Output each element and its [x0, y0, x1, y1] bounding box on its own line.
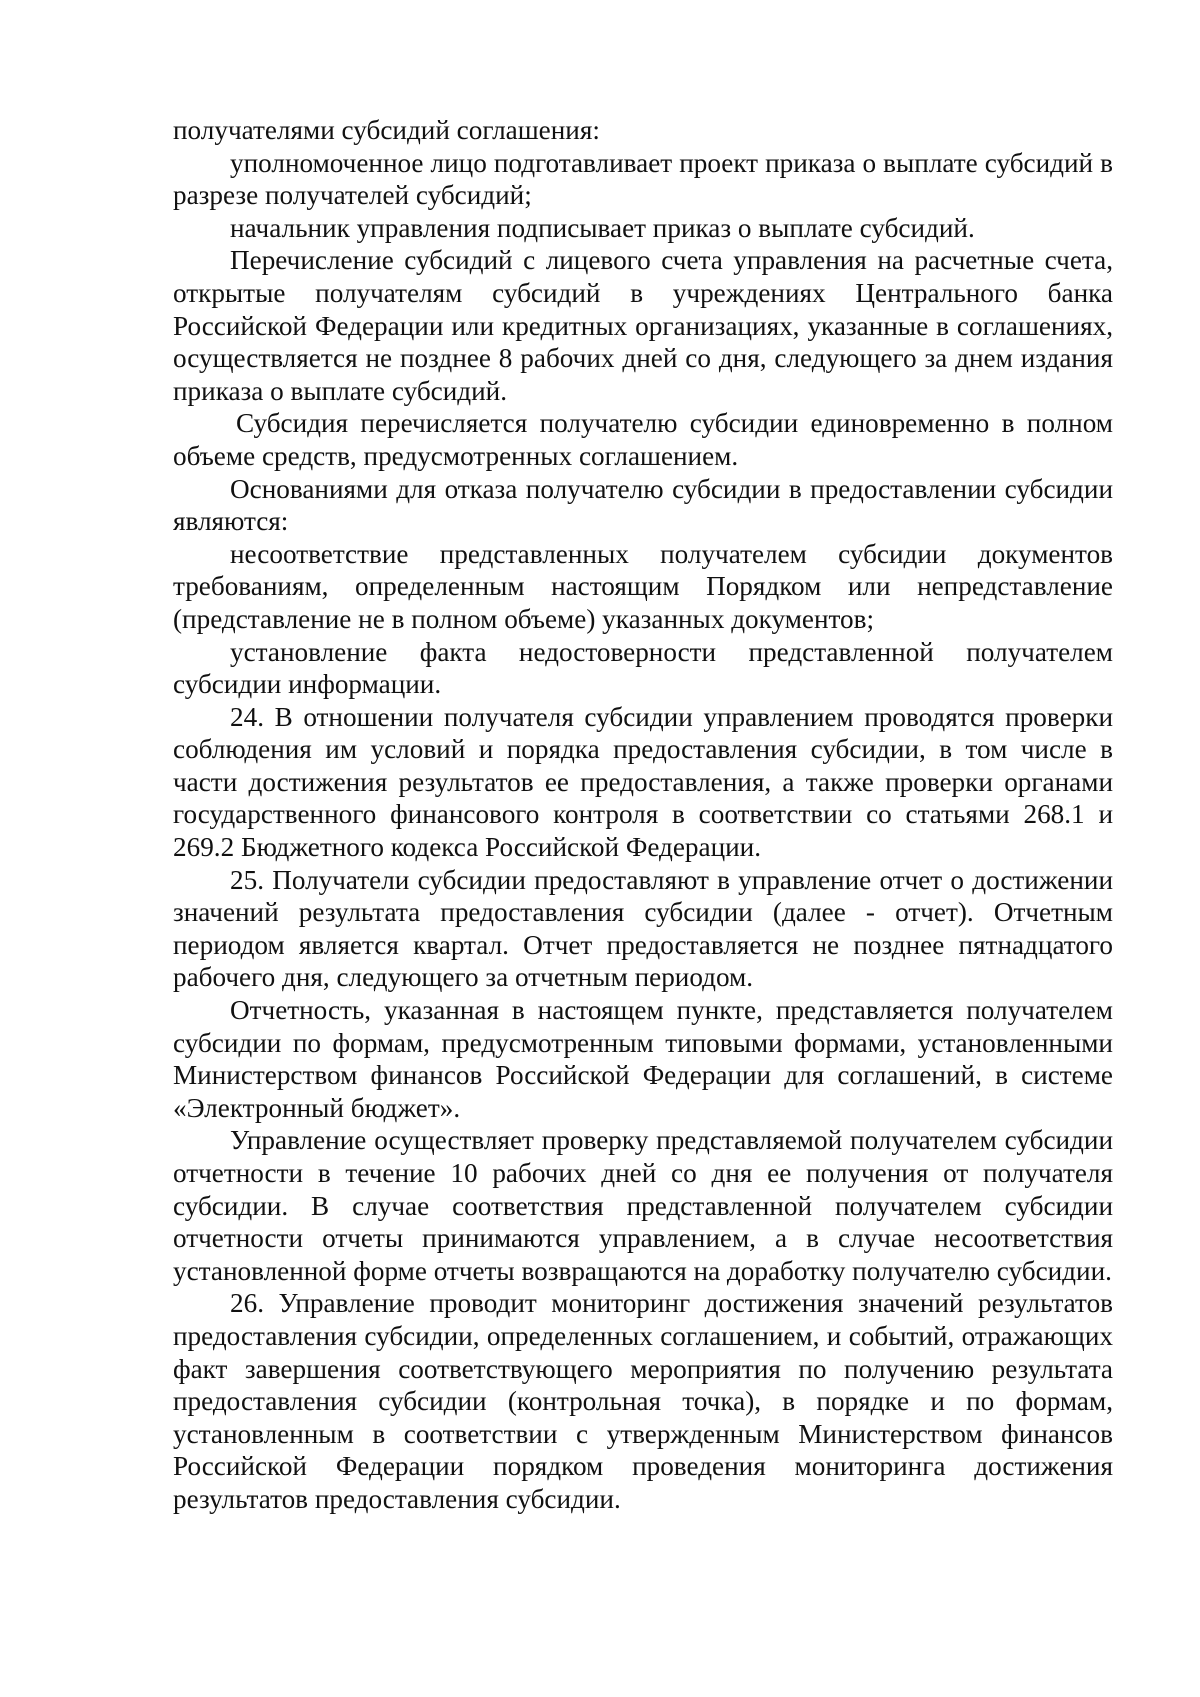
- paragraph-authorized-person: уполномоченное лицо подготавливает проект приказа о выплате субсидий в разрезе получателей субсидий;: [173, 147, 1113, 211]
- paragraph-item-24-inspections: 24. В отношении получателя субсидии управлением проводятся проверки соблюдения им условий и порядка предоставления субсидии, в том числе в части достижения результатов ее предоставления, а также проверки органами государственного финансового контроля в соответствии со статьями 268.1 и 269.2 Бюджетного кодекса Российской Федерации.: [173, 701, 1113, 863]
- paragraph-reporting-forms: Отчетность, указанная в настоящем пункте, представляется получателем субсидии по формам, предусмотренным типовыми формами, установленными Министерством финансов Российской Федерации для соглашений, в системе «Электронный бюджет».: [173, 995, 1113, 1123]
- paragraph-recipients-agreement: получателями субсидий соглашения:: [173, 115, 600, 145]
- paragraph-noncompliance-documents: несоответствие представленных получателем субсидии документов требованиям, определенным настоящим Порядком или непредставление (представление не в полном объеме) указанных документов;: [173, 538, 1113, 634]
- paragraph-report-verification: Управление осуществляет проверку представляемой получателем субсидии отчетности в течение 10 рабочих дней со дня ее получения от получателя субсидии. В случае соответствия представленной получателем субсидии отчетности отчеты принимаются управлением, а в случае несоответствия установленной форме отчеты возвращаются на доработку получателю субсидии.: [173, 1125, 1113, 1286]
- paragraph-transfer-of-subsidies: Перечисление субсидий с лицевого счета управления на расчетные счета, открытые получателям субсидий в учреждениях Центрального банка Российской Федерации или кредитных организациях, указанные в соглашениях, осуществляется не позднее 8 рабочих дней со дня, следующего за днем издания приказа о выплате субсидий.: [173, 245, 1113, 406]
- document-body: [173, 114, 1113, 1516]
- paragraph-item-26-monitoring: 26. Управление проводит мониторинг достижения значений результатов предоставления субсидии, определенных соглашением, и событий, отражающих факт завершения соответствующего мероприятия по получению результата предоставления субсидии (контрольная точка), в порядке и по формам, установленным в соответствии с утвержденным Министерством финансов Российской Федерации порядком проведения мониторинга достижения результатов предоставления субсидии.: [173, 1288, 1113, 1514]
- paragraph-false-information: установление факта недостоверности представленной получателем субсидии информации.: [173, 636, 1113, 700]
- paragraph-grounds-for-refusal: Основаниями для отказа получателю субсидии в предоставлении субсидии являются:: [173, 473, 1113, 537]
- paragraph-single-transfer: Субсидия перечисляется получателю субсидии единовременно в полном объеме средств, предусмотренных соглашением.: [173, 408, 1113, 471]
- paragraph-item-25-report: 25. Получатели субсидии предоставляют в управление отчет о достижении значений результата предоставления субсидии (далее - отчет). Отчетным периодом является квартал. Отчет предоставляется не позднее пятнадцатого рабочего дня, следующего за отчетным периодом.: [173, 864, 1113, 993]
- paragraph-head-signs-order: начальник управления подписывает приказ о выплате субсидий.: [230, 212, 975, 243]
